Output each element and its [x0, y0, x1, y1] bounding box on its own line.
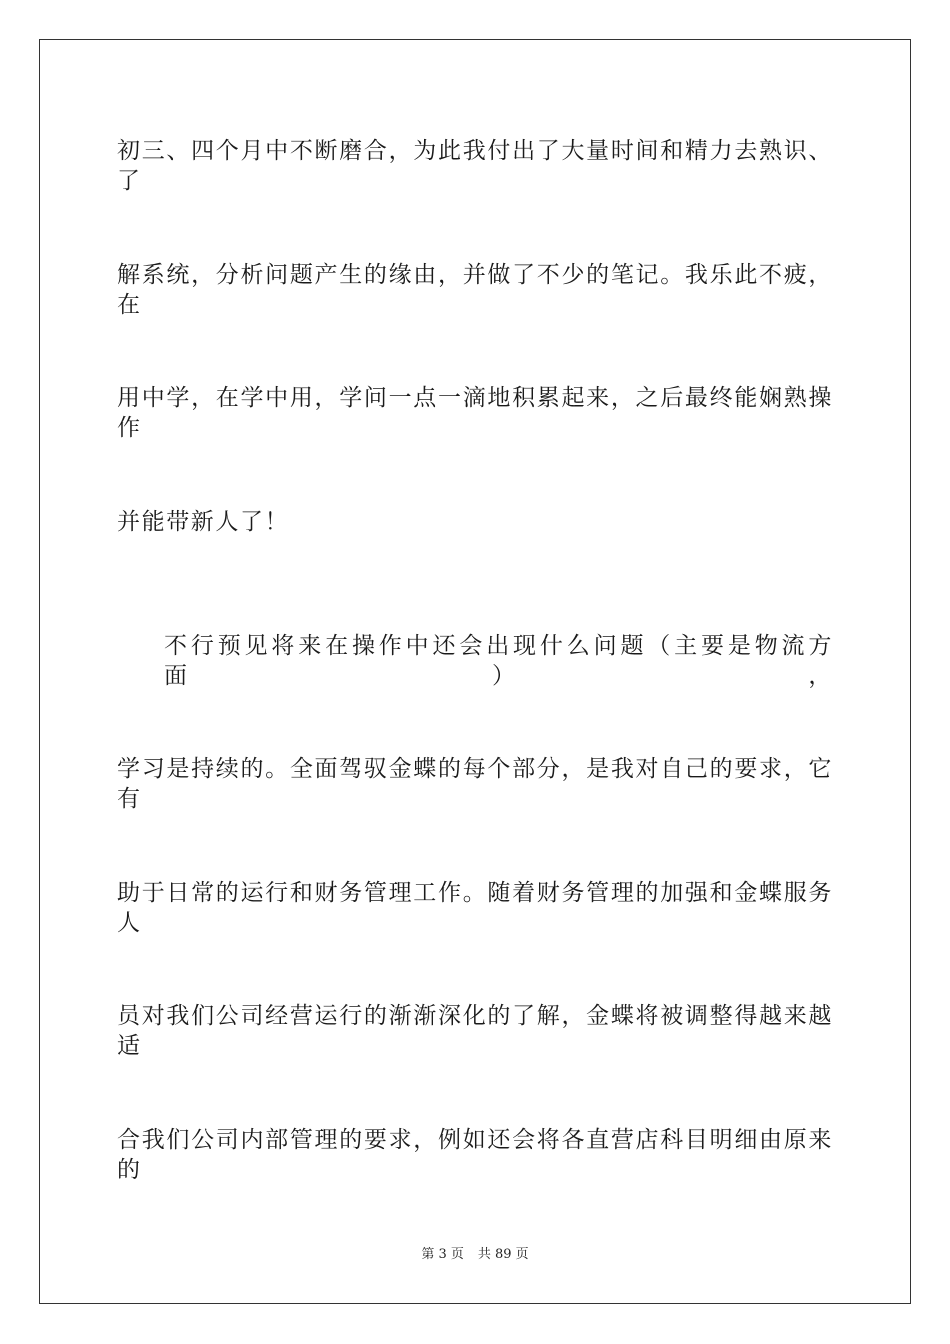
body-text-line-1: 初三、四个月中不断磨合，为此我付出了大量时间和精力去熟识、了: [117, 138, 833, 194]
body-text-line-7: 助于日常的运行和财务管理工作。随着财务管理的加强和金蝶服务人: [117, 880, 833, 936]
body-text-line-3: 用中学，在学中用，学问一点一滴地积累起来，之后最终能娴熟操作: [117, 385, 833, 441]
body-text-line-6: 学习是持续的。全面驾驭金蝶的每个部分，是我对自己的要求，它有: [117, 756, 833, 812]
body-text-line-4: 并能带新人了！: [117, 509, 290, 535]
body-text-line-5: 不行预见将来在操作中还会出现什么问题（主要是物流方面），: [164, 633, 833, 689]
page-footer: [0, 1246, 950, 1264]
page-number: 第 3 页: [421, 1247, 464, 1262]
body-text-line-8: 员对我们公司经营运行的渐渐深化的了解，金蝶将被调整得越来越适: [117, 1003, 833, 1059]
body-text-line-2: 解系统，分析问题产生的缘由，并做了不少的笔记。我乐此不疲，在: [117, 262, 833, 318]
body-text-line-9: 合我们公司内部管理的要求，例如还会将各直营店科目明细由原来的: [117, 1127, 833, 1183]
total-pages: 共 89 页: [477, 1247, 529, 1262]
